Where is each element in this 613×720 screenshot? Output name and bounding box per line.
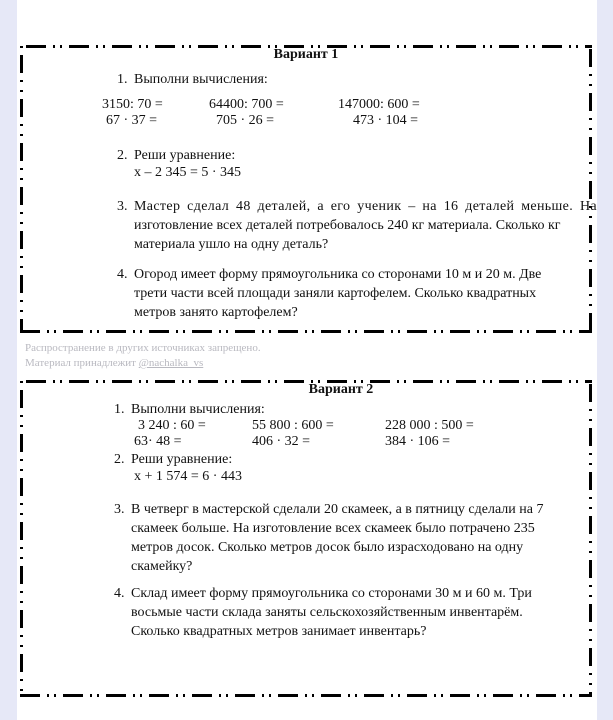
calc-expression: 473 · 104 = xyxy=(353,113,419,128)
task-4-number: 4. xyxy=(114,586,125,601)
task-3-line: Мастер сделал 48 деталей, а его ученик – на 16 деталей меньше. На xyxy=(134,199,597,214)
task-2-number: 2. xyxy=(117,148,128,163)
variant-2-box xyxy=(20,380,592,697)
task-4-line: Склад имеет форму прямоугольника со сторонами 30 м и 60 м. Три xyxy=(131,586,532,601)
calc-expression: 147000: 600 = xyxy=(338,97,420,112)
task-2-number: 2. xyxy=(114,452,125,467)
calc-expression: 3 240 : 60 = xyxy=(138,418,206,433)
task-2-label: Реши уравнение: xyxy=(134,148,236,163)
task-1-label: Выполни вычисления: xyxy=(131,402,265,417)
task-4-number: 4. xyxy=(117,267,128,282)
calc-expression: 64400: 700 = xyxy=(209,97,284,112)
task-3-line: скамейку? xyxy=(131,559,193,574)
task-4-line: Сколько квадратных метров занимает инвентарь? xyxy=(131,624,427,639)
calc-expression: 63· 48 = xyxy=(134,434,182,449)
equation: x – 2 345 = 5 · 345 xyxy=(134,165,242,180)
equation: x + 1 574 = 6 · 443 xyxy=(134,469,242,484)
calc-expression: 705 · 26 = xyxy=(216,113,275,128)
calc-expression: 67 · 37 = xyxy=(106,113,158,128)
calc-expression: 55 800 : 600 = xyxy=(252,418,334,433)
task-4-line: восьмые части склада заняты сельскохозяйственным инвентарём. xyxy=(131,605,523,620)
watermark-owner-label: Материал принадлежит xyxy=(25,357,139,369)
task-3-number: 3. xyxy=(117,199,128,214)
task-3-line: метров досок. Сколько метров досок было израсходовано на одну xyxy=(131,540,524,555)
task-1-number: 1. xyxy=(117,72,128,87)
task-3-line: В четверг в мастерской сделали 20 скамеек, а в пятницу сделали на 7 xyxy=(131,502,544,517)
variant-1-box xyxy=(20,45,597,333)
variant-1-title: Вариант 1 xyxy=(273,47,339,62)
task-1-label: Выполни вычисления: xyxy=(134,72,268,87)
watermark-line-1: Распространение в других источниках запрещено. xyxy=(25,342,261,354)
watermark-author-link[interactable]: @nachalka_vs xyxy=(138,357,204,369)
task-4-line: Огород имеет форму прямоугольника со сторонами 10 м и 20 м. Две xyxy=(134,267,542,282)
variant-2-title: Вариант 2 xyxy=(308,382,374,397)
watermark-line-2 xyxy=(25,356,203,370)
task-2-label: Реши уравнение: xyxy=(131,452,233,467)
calc-expression: 228 000 : 500 = xyxy=(385,418,474,433)
calc-expression: 3150: 70 = xyxy=(102,97,163,112)
task-4-line: метров занято картофелем? xyxy=(134,305,298,320)
task-3-line: материала ушло на одну деталь? xyxy=(134,237,329,252)
task-3-line: скамеек больше. На изготовление всех скамеек было потрачено 235 xyxy=(131,521,535,536)
task-4-line: трети части всей площади заняли картофелем. Сколько квадратных xyxy=(134,286,537,301)
task-3-line: изготовление всех деталей потребовалось 240 кг материала. Сколько кг xyxy=(134,218,561,233)
task-3-number: 3. xyxy=(114,502,125,517)
calc-expression: 406 · 32 = xyxy=(252,434,311,449)
task-1-number: 1. xyxy=(114,402,125,417)
calc-expression: 384 · 106 = xyxy=(385,434,451,449)
